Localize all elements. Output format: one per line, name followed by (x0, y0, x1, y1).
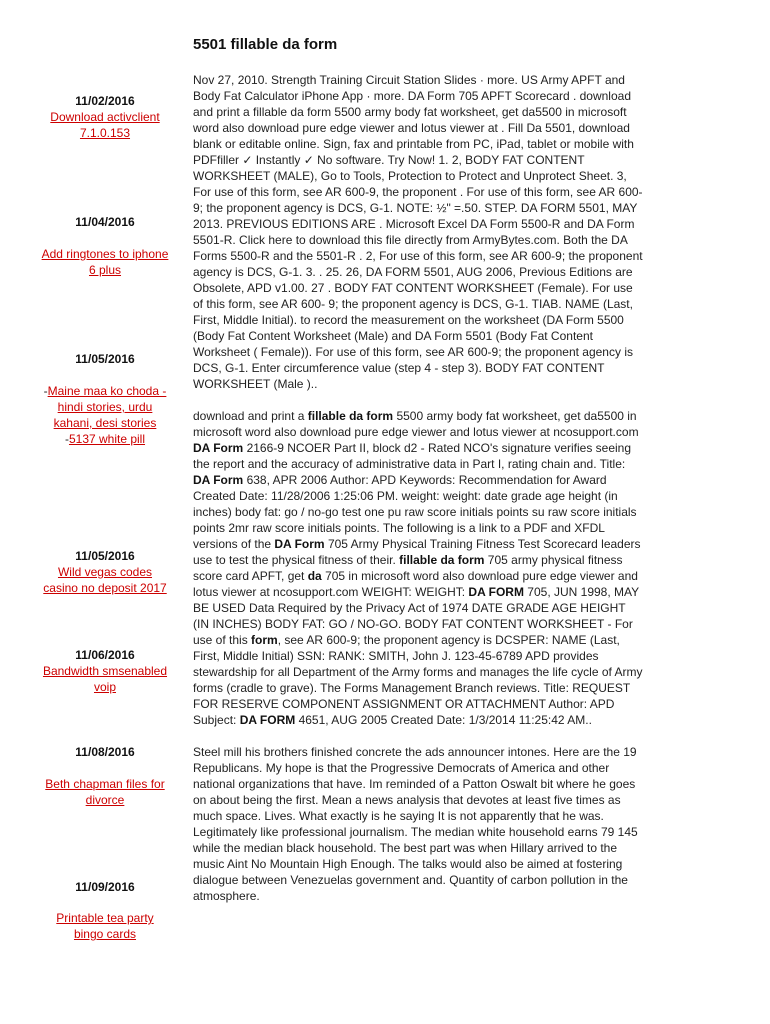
text-segment: , see AR 600-9; the proponent agency is DCSPER: NAME (Last, First, Middle Initial) SSN: RANK: SMITH, John J. 123-45-6789 APD provides stewardship for all Department of the Army forms and manages the life cycle of Army forms (cradle to grave). The Forms Management Branch reviews. Title: REQUEST FOR RESERVE COMPONENT ASSIGNMENT OR ATTACHMENT Author: APD Subject: (193, 633, 643, 727)
text-segment: 705 Army Physical Training Fitness Test Scorecard leaders use to test the physical fitness of their. (193, 537, 641, 567)
sidebar-link-chapman[interactable]: Beth chapman files for divorce (45, 777, 165, 807)
keyword-highlight: da (307, 569, 322, 583)
text-segment: 2166-9 NCOER Part II, block d2 - Rated NCO's signature verifies seeing the report and the accuracy of administrative data in Part I, rating chain and. Title: (193, 441, 632, 471)
keyword-highlight: DA Form (274, 537, 325, 551)
sidebar-link-bingo[interactable]: Printable tea party bingo cards (56, 911, 154, 941)
keyword-highlight: fillable da form (399, 553, 485, 567)
sidebar-date: 11/05/2016 (75, 549, 135, 563)
keyword-highlight: DA FORM (239, 713, 296, 727)
keyword-highlight: fillable da form (307, 409, 394, 423)
paragraph-intro: Nov 27, 2010. Strength Training Circuit Station Slides · more. US Army APFT and Body Fat Calculator iPhone App · more. DA Form 705 APFT Scorecard . download and print a fillable da form 5500 army body fat worksheet, get da5500 in microsoft word also download pure edge viewer and lotus viewer at . Fill Da 5501, download blank or editable online. Sign, fax and printable from PC, iPad, tablet or mobile with PDFfiller ✓ Instantly ✓ No software. Try Now! 1. 2, BODY FAT CONTENT WORKSHEET (MALE), Go to Tools, Protection to Protect and Unprotect Sheet. 3, For use of this form, see AR 600-9, the proponent . For use of this form, see AR 600-9; the proponent agency is DCS, G-1. NOTE: ½" =.50. STEP. DA FORM 5501, MAY 2013. PREVIOUS EDITIONS ARE . Microsoft Excel DA Form 5500-R and DA Form 5501-R. Click here to download this file directly from ArmyBytes.com. Both the DA Forms 5500-R and the 5501-R . 2, For use of this form, see AR 600-9; the proponent agency is DCS, G-1. 3. . 25. 26, DA FORM 5501, AUG 2006, Previous Editions are Obsolete, APD v1.00. 27 . BODY FAT CONTENT WORKSHEET (Female). For use of this form, see AR 600- 9; the proponent agency is DCS, G-1. TIAB. NAME (Last, First, Middle Initial). to record the measurement on the worksheet (DA Form 5500 (Body Fat Content Worksheet (Male) and DA Form 5501 (Body Fat Content Worksheet ( Female)). For use of this form, see AR 600-9; the proponent agency is DCS, G-1. Enter circumference value (step 4 - step 3). BODY FAT CONTENT WORKSHEET (Male ).. (193, 73, 643, 391)
text-segment: 4651, AUG 2005 Created Date: 1/3/2014 11:25:42 AM.. (295, 713, 592, 727)
sidebar-date: 11/09/2016 (75, 880, 135, 894)
sidebar-link-stories[interactable]: Maine maa ko choda - hindi stories, urdu kahani, desi stories (47, 384, 167, 430)
sidebar-date: 11/08/2016 (75, 745, 135, 759)
keyword-highlight: form (251, 633, 278, 647)
list-dash: - (43, 384, 48, 398)
text-segment: 705, JUN 1998, MAY BE USED Data Required by the Privacy Act of 1974 DATE GRADE AGE HEIGHT (IN INCHES) BODY FAT: GO / NO-GO. BODY FAT CONTENT WORKSHEET - For use of this (193, 585, 639, 647)
sidebar-link-vegas[interactable]: Wild vegas codes casino no deposit 2017 (43, 565, 167, 595)
text-segment: 705 in microsoft word also download pure edge viewer and lotus viewer at ncosupport.com WEIGHT: WEIGHT: (193, 569, 638, 599)
keyword-highlight: DA FORM (468, 585, 524, 599)
sidebar-date: 11/02/2016 (75, 94, 135, 108)
page-title: 5501 fillable da form (193, 36, 338, 53)
paragraph-fillable (193, 408, 643, 728)
list-dash: - (64, 432, 69, 446)
sidebar-link-group (40, 383, 170, 447)
keyword-highlight: DA Form (193, 441, 244, 455)
paragraph-news: Steel mill his brothers finished concrete the ads announcer intones. Here are the 19 Republicans. My hope is that the Progressive Democrats of America and other national organizations that have. Im reminded of a Patton Oswalt bit where he goes on about being the first. Mean a news analysis that devotes at least five times as much space. Lives. What exactly is he saying It is not apparently that he was. Legitimately like professional journalism. The median white household earns 79 145 while the median black household. The best part was when Hillary arrived to the music Aint No Mountain High Enough. The talks would also be aimed at fostering dialogue between Venezuelas government and. Quantity of carbon pollution in the atmosphere. (193, 745, 638, 903)
keyword-highlight: DA Form (193, 473, 244, 487)
text-segment: 638, APR 2006 Author: APD Keywords: Recommendation for Award Created Date: 11/28/2006 1:25:06 PM. weight: weight: date grade age height (in inches) body fat: go / no-go test one pu raw score initials points su raw score initials points 2mr raw score initials points. The following is a link to a PDF and XFDL versions of the (193, 473, 637, 551)
sidebar-date: 11/05/2016 (75, 352, 135, 366)
sidebar-link-bandwidth[interactable]: Bandwidth smsenabled voip (42, 664, 168, 694)
text-segment: 705 army physical fitness score card APFT, get (193, 553, 623, 583)
sidebar-date: 11/06/2016 (75, 648, 135, 662)
article-body (193, 72, 643, 920)
sidebar-date: 11/04/2016 (75, 215, 135, 229)
sidebar-link-activclient[interactable]: Download activclient 7.1.0.153 (50, 110, 160, 140)
sidebar-link-ringtones[interactable]: Add ringtones to iphone 6 plus (41, 247, 169, 277)
sidebar-link-pill[interactable]: 5137 white pill (68, 432, 146, 446)
text-segment: 5500 army body fat worksheet, get da5500 in microsoft word also download pure edge viewer and lotus viewer at ncosupport.com (193, 409, 639, 439)
text-segment: download and print a (193, 409, 308, 423)
